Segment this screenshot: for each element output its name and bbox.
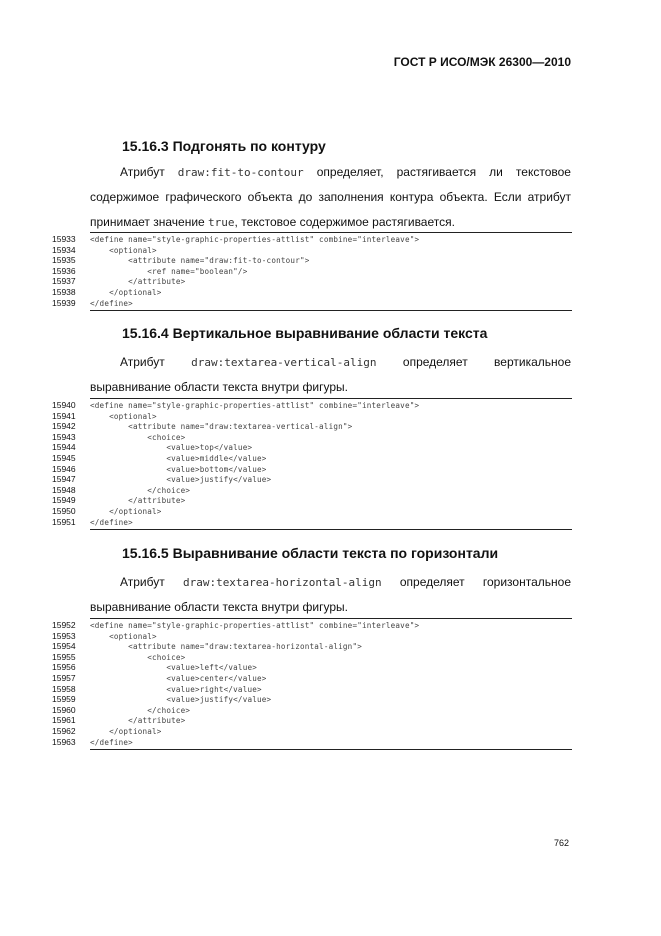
inline-code: true [208, 216, 235, 229]
line-number: 15961 [52, 715, 76, 726]
line-number: 15951 [52, 516, 76, 527]
code-rule-top [90, 618, 572, 619]
code-rule-bottom [90, 529, 572, 530]
code-text: </attribute> [90, 716, 186, 726]
code-text: <define name="style-graphic-properties-attlist" combine="interleave"> [90, 401, 420, 410]
code-text: </define> [90, 298, 133, 308]
code-text: <define name="style-graphic-properties-attlist" combine="interleave"> [90, 235, 420, 244]
code-text: <value>bottom</value> [90, 464, 267, 474]
code-text: </choice> [90, 705, 191, 715]
paragraph-line: содержимое графического объекта до заполнения контура объекта. Если атрибут [90, 190, 571, 204]
code-rule-top [90, 398, 572, 399]
paragraph-line: принимает значение true, текстовое содержимое растягивается. [90, 215, 455, 229]
line-number: 15944 [52, 442, 76, 453]
line-number: 15958 [52, 683, 76, 694]
line-number: 15939 [52, 297, 76, 308]
code-rule-bottom [90, 749, 572, 750]
line-number: 15938 [52, 287, 76, 297]
code-text: </attribute> [90, 277, 186, 287]
line-number: 15942 [52, 421, 76, 432]
code-text: <attribute name="draw:textarea-vertical-align"> [90, 422, 353, 432]
section-title: 15.16.3 Подгонять по контуру [122, 138, 326, 154]
code-text: <define name="style-graphic-properties-attlist" combine="interleave"> [90, 621, 420, 630]
paragraph-line: Атрибут draw:textarea-horizontal-align определяет горизонтальное [120, 575, 571, 589]
code-text: <value>middle</value> [90, 454, 267, 463]
inline-code: draw:textarea-vertical-align [191, 356, 377, 369]
line-number: 15935 [52, 255, 76, 266]
line-number: 15941 [52, 410, 76, 421]
paragraph-line: выравнивание области текста внутри фигуры. [90, 600, 348, 614]
line-number: 15947 [52, 474, 76, 485]
line-number: 15952 [52, 620, 76, 630]
line-number: 15953 [52, 630, 76, 641]
code-text: <choice> [90, 432, 186, 442]
line-number: 15949 [52, 495, 76, 506]
code-rule-top [90, 232, 572, 233]
code-text: </define> [90, 517, 133, 527]
paragraph-line: Атрибут draw:fit-to-contour определяет, растягивается ли текстовое [120, 165, 571, 179]
code-text: <optional> [90, 631, 157, 641]
code-rule-bottom [90, 310, 572, 311]
code-text: <value>justify</value> [90, 475, 272, 485]
code-text: </optional> [90, 288, 162, 297]
page-number: 762 [553, 838, 569, 848]
section-paragraph [90, 570, 571, 620]
code-text: </define> [90, 737, 133, 747]
line-number: 15934 [52, 244, 76, 255]
document-header: ГОСТ Р ИСО/МЭК 26300—2010 [393, 55, 571, 69]
section-paragraph [90, 160, 571, 235]
code-text: <value>center</value> [90, 674, 267, 683]
code-text: <optional> [90, 411, 157, 421]
code-text: </attribute> [90, 496, 186, 506]
line-number: 15937 [52, 276, 76, 287]
code-text: <attribute name="draw:textarea-horizontal-align"> [90, 642, 362, 652]
line-number: 15962 [52, 726, 76, 736]
line-number: 15945 [52, 453, 76, 463]
code-text: <value>justify</value> [90, 695, 272, 705]
line-number: 15955 [52, 651, 76, 662]
code-text: <value>top</value> [90, 443, 253, 453]
code-text: </choice> [90, 485, 191, 495]
line-number: 15954 [52, 641, 76, 652]
paragraph-line: выравнивание области текста внутри фигуры. [90, 380, 348, 394]
line-number: 15946 [52, 463, 76, 474]
inline-code: draw:textarea-horizontal-align [182, 576, 382, 589]
line-number: 15960 [52, 704, 76, 715]
code-text: </optional> [90, 507, 162, 516]
line-number: 15940 [52, 400, 76, 410]
code-text: <value>left</value> [90, 663, 258, 673]
line-number: 15957 [52, 673, 76, 683]
line-number: 15936 [52, 265, 76, 276]
line-number: 15963 [52, 736, 76, 747]
code-text: <attribute name="draw:fit-to-contour"> [90, 256, 310, 266]
code-text: <value>right</value> [90, 684, 262, 694]
paragraph-line: Атрибут draw:textarea-vertical-align определяет вертикальное [120, 355, 571, 369]
line-number: 15956 [52, 662, 76, 673]
code-text: <choice> [90, 652, 186, 662]
inline-code: draw:fit-to-contour [177, 166, 304, 179]
line-number: 15933 [52, 234, 76, 244]
section-title: 15.16.4 Вертикальное выравнивание области текста [122, 325, 488, 341]
code-text: <optional> [90, 245, 157, 255]
line-number: 15959 [52, 694, 76, 705]
code-text: </optional> [90, 727, 162, 736]
line-number: 15950 [52, 506, 76, 516]
section-title: 15.16.5 Выравнивание области текста по горизонтали [122, 545, 499, 561]
line-number: 15943 [52, 431, 76, 442]
line-number: 15948 [52, 484, 76, 495]
code-text: <ref name="boolean"/> [90, 266, 248, 276]
section-paragraph [90, 350, 571, 400]
